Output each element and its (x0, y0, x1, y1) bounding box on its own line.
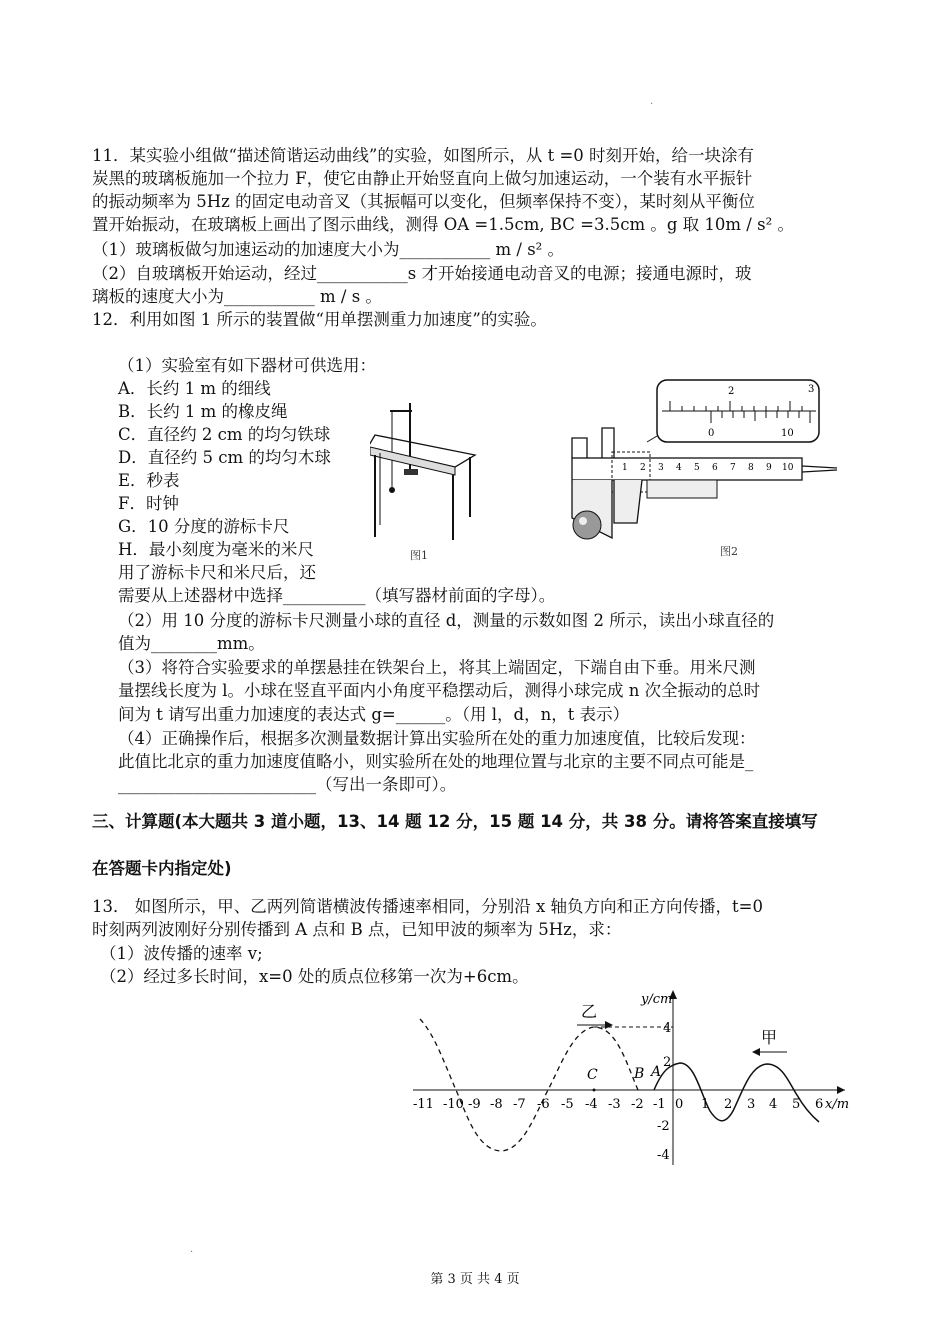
q12-part3a: （3）将符合实验要求的单摆悬挂在铁架台上，将其上端固定，下端自由下垂。用米尺测 (118, 658, 756, 677)
xtick-m1: -1 (653, 1097, 666, 1112)
x-axis-label: x/m (825, 1097, 850, 1112)
caliper-main-7: 7 (730, 463, 736, 473)
xtick-4: 4 (769, 1097, 778, 1112)
ytick-4: 4 (663, 1021, 672, 1036)
ytick-m2: -2 (657, 1119, 670, 1134)
q12-option-f: F．时钟 (118, 494, 179, 513)
caliper-main-8: 8 (748, 463, 754, 473)
caliper-main-2: 2 (640, 463, 646, 473)
figure1-pendulum (370, 395, 480, 545)
page-footer: 第 3 页 共 4 页 (430, 1272, 520, 1287)
page-mark-2: . (190, 1244, 194, 1255)
xtick-m4: -4 (585, 1097, 598, 1112)
xtick-m8: -8 (490, 1097, 503, 1112)
q12-part2a: （2）用 10 分度的游标卡尺测量小球的直径 d，测量的示数如图 2 所示，读出小球直径的 (118, 611, 775, 630)
caliper-main-9: 9 (766, 463, 772, 473)
y-axis-label: y/cm (641, 992, 673, 1007)
q12-part2b: 值为________mm。 (118, 634, 265, 653)
q13-sub2: （2）经过多长时间，x=0 处的质点位移第一次为+6cm。 (100, 967, 529, 986)
xtick-m9: -9 (468, 1097, 481, 1112)
caliper-main-3: 3 (658, 463, 664, 473)
q11-sub1: （1）玻璃板做匀加速运动的加速度大小为___________ m / s² 。 (92, 240, 565, 259)
caliper-main-4: 4 (676, 463, 682, 473)
caliper-main-1: 1 (622, 463, 628, 473)
xtick-3: 3 (747, 1097, 756, 1112)
xtick-1: 1 (701, 1097, 710, 1112)
q11-line1: 11．某实验小组做“描述简谐运动曲线”的实验，如图所示，从 t =0 时刻开始，给一块涂有 (92, 146, 755, 165)
section3-title-cont: 在答题卡内指定处) (92, 859, 232, 878)
figure2-caliper (552, 378, 842, 548)
q13-line1: 13． 如图所示，甲、乙两列简谐横波传播速率相同，分别沿 x 轴负方向和正方向传播，t=0 (92, 897, 763, 916)
q11-sub2: （2）自玻璃板开始运动，经过___________s 才开始接通电动音叉的电源；接通电源时，玻 (92, 264, 752, 283)
wave-jia-label: 甲 (761, 1028, 778, 1047)
section3-title: 三、计算题(本大题共 3 道小题，13、14 题 12 分，15 题 14 分，共 38 分。请将答案直接填写 (92, 812, 818, 831)
xtick-m11: -11 (413, 1097, 434, 1112)
q12-part1: （1）实验室有如下器材可供选用： (118, 356, 376, 375)
caliper-vernier-label-0: 0 (708, 428, 715, 439)
q12-option-note: 用了游标卡尺和米尺后，还 (118, 563, 316, 582)
wave-yi-label: 乙 (581, 1002, 598, 1021)
ytick-2: 2 (663, 1055, 672, 1070)
figure1-caption: 图1 (410, 549, 428, 562)
xtick-m10: -10 (443, 1097, 464, 1112)
figure2-caption: 图2 (720, 545, 738, 558)
q12-option-d: D．直径约 5 cm 的均匀木球 (118, 448, 331, 467)
xtick-5: 5 (792, 1097, 801, 1112)
ytick-m4: -4 (657, 1148, 670, 1163)
page-mark: . (650, 96, 654, 107)
q11-line2: 炭黑的玻璃板施加一个拉力 F，使它由静止开始竖直向上做匀加速运动，一个装有水平振针 (92, 169, 753, 188)
xtick-m7: -7 (513, 1097, 526, 1112)
point-b-label: B (634, 1066, 645, 1082)
xtick-m6: -6 (537, 1097, 550, 1112)
q12-part1-answer: 需要从上述器材中选择__________（填写器材前面的字母）。 (118, 586, 556, 605)
wave-graph (405, 985, 850, 1170)
q11-line4: 置开始振动，在玻璃板上画出了图示曲线，测得 OA =1.5cm, BC =3.5cm 。g 取 10m / s² 。 (92, 215, 794, 234)
q12-title: 12．利用如图 1 所示的装置做“用单摆测重力加速度”的实验。 (92, 310, 547, 329)
caliper-top-label-3: 3 (808, 384, 815, 395)
xtick-2: 2 (724, 1097, 733, 1112)
caliper-top-label-2: 2 (728, 386, 735, 397)
q12-part4b: 此值比北京的重力加速度值略小，则实验所在处的地理位置与北京的主要不同点可能是_ (118, 752, 754, 771)
caliper-main-5: 5 (694, 463, 700, 473)
q12-part3b: 量摆线长度为 l。小球在竖直平面内小角度平稳摆动后，测得小球完成 n 次全振动的总时 (118, 681, 761, 700)
xtick-6: 6 (815, 1097, 824, 1112)
caliper-vernier-label-10: 10 (781, 428, 794, 439)
q12-option-h: H．最小刻度为毫米的米尺 (118, 540, 314, 559)
q12-option-c: C．直径约 2 cm 的均匀铁球 (118, 425, 331, 444)
caliper-main-6: 6 (712, 463, 718, 473)
xtick-m2: -2 (631, 1097, 644, 1112)
q12-option-e: E．秒表 (118, 471, 180, 490)
q12-part3c: 间为 t 请写出重力加速度的表达式 g=______。（用 l，d，n，t 表示） (118, 705, 630, 724)
q11-line3: 的振动频率为 5Hz 的固定电动音叉（其振幅可以变化，但频率保持不变），某时刻从平衡位 (92, 192, 755, 211)
q12-option-a: A．长约 1 m 的细线 (118, 379, 271, 398)
point-a-label: A (651, 1064, 662, 1080)
q12-option-b: B．长约 1 m 的橡皮绳 (118, 402, 288, 421)
q11-sub2b: 璃板的速度大小为___________ m / s 。 (92, 287, 382, 306)
q12-part4a: （4）正确操作后，根据多次测量数据计算出实验所在处的重力加速度值，比较后发现： (118, 729, 756, 748)
xtick-m3: -3 (608, 1097, 621, 1112)
caliper-main-10: 10 (782, 463, 794, 473)
q12-part4c: ________________________（写出一条即可）。 (118, 775, 457, 794)
point-c-label: C (587, 1067, 598, 1083)
q13-sub1: （1）波传播的速率 v; (100, 944, 263, 963)
q12-option-g: G．10 分度的游标卡尺 (118, 517, 290, 536)
xtick-0: 0 (675, 1097, 684, 1112)
xtick-m5: -5 (561, 1097, 574, 1112)
q13-line2: 时刻两列波刚好分别传播到 A 点和 B 点，已知甲波的频率为 5Hz，求： (92, 920, 622, 939)
